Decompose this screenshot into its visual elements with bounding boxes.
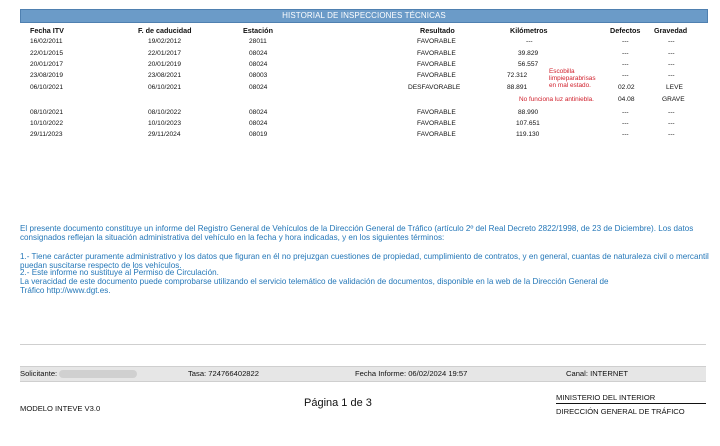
table-row-defectos: --- xyxy=(622,131,629,138)
table-row-resultado: FAVORABLE xyxy=(417,131,456,138)
table-row-resultado: FAVORABLE xyxy=(417,38,456,45)
table-row-fecha: 22/01/2015 xyxy=(30,50,64,57)
tasa-field xyxy=(188,369,259,378)
table-row-gravedad: --- xyxy=(668,38,675,45)
canal-field xyxy=(566,369,628,378)
table-row-km: 72.312 xyxy=(507,72,528,79)
table-row-estacion: 08024 xyxy=(249,120,268,127)
table-row-fecha: 23/08/2019 xyxy=(30,72,64,79)
canal-label: Canal: xyxy=(566,369,588,378)
ministerio-label: MINISTERIO DEL INTERIOR xyxy=(556,393,656,402)
table-row-caducidad: 22/01/2017 xyxy=(148,50,182,57)
table-row-defectos: 04.08 xyxy=(618,96,635,103)
table-row-fecha: 16/02/2011 xyxy=(30,38,63,45)
header-kilometros: Kilómetros xyxy=(510,26,548,35)
table-row-gravedad: --- xyxy=(668,61,675,68)
fecha-informe-field xyxy=(355,369,467,378)
table-row-caducidad: 06/10/2021 xyxy=(148,84,182,91)
legal-point-1: 1.- Tiene carácter puramente administrativo y los datos que figuran en él no prejuzgan cuestiones de propiedad, cumplimiento de contratos, y en general, cuantas de naturaleza civil o mercantil puedan suscitarse respecto de los vehículos. xyxy=(20,252,709,270)
header-defectos: Defectos xyxy=(610,26,641,35)
table-row-estacion: 08003 xyxy=(249,72,268,79)
table-row-defectos: --- xyxy=(622,120,629,127)
table-row-caducidad: 29/11/2024 xyxy=(148,131,181,138)
signature-divider xyxy=(556,403,706,404)
table-row-caducidad: 10/10/2023 xyxy=(148,120,182,127)
table-row-km: 88.891 xyxy=(507,84,528,91)
table-row-caducidad: 20/01/2019 xyxy=(148,61,182,68)
table-row-fecha: 29/11/2023 xyxy=(30,131,63,138)
legal-point-2: 2.- Este informe no sustituye al Permiso de Circulación. xyxy=(20,268,219,277)
canal-value: INTERNET xyxy=(590,369,629,378)
table-row-gravedad: LEVE xyxy=(666,84,683,91)
annotation-luz-antiniebla: No funciona luz antiniebla. xyxy=(519,96,594,103)
table-row-km: --- xyxy=(526,38,533,45)
modelo-label: MODELO INTEVE V3.0 xyxy=(20,404,101,413)
table-row-fecha: 10/10/2022 xyxy=(30,120,64,127)
redacted-name xyxy=(59,370,137,378)
table-row-resultado: FAVORABLE xyxy=(417,72,456,79)
table-row-caducidad: 08/10/2022 xyxy=(148,109,182,116)
footer-divider xyxy=(20,344,706,345)
direccion-label: DIRECCIÓN GENERAL DE TRÁFICO xyxy=(556,407,685,416)
table-row-estacion: 28011 xyxy=(249,38,267,45)
table-title: HISTORIAL DE INSPECCIONES TÉCNICAS xyxy=(20,9,708,23)
table-row-fecha: 20/01/2017 xyxy=(30,61,64,68)
table-row-gravedad: GRAVE xyxy=(662,96,685,103)
annotation-escobilla-line3: en mal estado. xyxy=(549,82,591,89)
table-row-gravedad: --- xyxy=(668,120,675,127)
header-fecha-itv: Fecha ITV xyxy=(30,26,64,35)
table-row-resultado: FAVORABLE xyxy=(417,120,456,127)
header-resultado: Resultado xyxy=(420,26,455,35)
table-row-resultado: FAVORABLE xyxy=(417,61,456,68)
solicitante-label: Solicitante: xyxy=(20,369,58,378)
table-row-km: 39.829 xyxy=(518,50,539,57)
header-gravedad: Gravedad xyxy=(654,26,688,35)
tasa-label: Tasa: xyxy=(188,369,207,378)
table-row-fecha: 08/10/2021 xyxy=(30,109,64,116)
table-row-resultado: FAVORABLE xyxy=(417,50,456,57)
page-number: Página 1 de 3 xyxy=(304,397,372,409)
table-row-defectos: 02.02 xyxy=(618,84,635,91)
fecha-informe-label: Fecha Informe: xyxy=(355,369,407,378)
table-row-km: 107.651 xyxy=(516,120,540,127)
table-row-km: 56.557 xyxy=(518,61,539,68)
table-row-km: 119.130 xyxy=(516,131,540,138)
annotation-escobilla-line1: Escobilla xyxy=(549,68,575,75)
table-row-defectos: --- xyxy=(622,50,629,57)
fecha-informe-value: 06/02/2024 19:57 xyxy=(408,369,468,378)
table-row-defectos: --- xyxy=(622,61,629,68)
table-row-gravedad: --- xyxy=(668,72,675,79)
table-row-estacion: 08024 xyxy=(249,61,268,68)
legal-intro: El presente documento constituye un informe del Registro General de Vehículos de la Dirección General de Tráfico (artículo 2º del Real Decreto 2822/1998, de 23 de Diciembre). Los datos consignados reflejan la situación administrativa del vehículo en la fecha y hora indicadas, y en los siguientes términos: xyxy=(20,224,694,242)
legal-point-3: La veracidad de este documento puede comprobarse utilizando el servicio telemático de validación de documentos, disponible en la web de la Dirección General de Tráfico http://www.dgt.es. xyxy=(20,277,609,295)
table-row-estacion: 08024 xyxy=(249,84,268,91)
table-row-estacion: 08024 xyxy=(249,50,268,57)
table-row-defectos: --- xyxy=(622,109,629,116)
table-row-gravedad: --- xyxy=(668,131,675,138)
table-row-gravedad: --- xyxy=(668,109,675,116)
header-estacion: Estación xyxy=(243,26,273,35)
table-row-defectos: --- xyxy=(622,38,629,45)
tasa-value: 724766402822 xyxy=(208,369,259,378)
table-row-caducidad: 23/08/2021 xyxy=(148,72,182,79)
table-row-km: 88.990 xyxy=(518,109,539,116)
table-row-estacion: 08019 xyxy=(249,131,268,138)
table-row-estacion: 08024 xyxy=(249,109,268,116)
table-row-gravedad: --- xyxy=(668,50,675,57)
table-row-fecha: 06/10/2021 xyxy=(30,84,64,91)
table-row-caducidad: 19/02/2012 xyxy=(148,38,182,45)
table-row-resultado: DESFAVORABLE xyxy=(408,84,461,91)
solicitante-field xyxy=(20,369,137,378)
table-row-defectos: --- xyxy=(622,72,629,79)
table-row-resultado: FAVORABLE xyxy=(417,109,456,116)
header-caducidad: F. de caducidad xyxy=(138,26,192,35)
annotation-escobilla-line2: limpieparabrisas xyxy=(549,75,596,82)
